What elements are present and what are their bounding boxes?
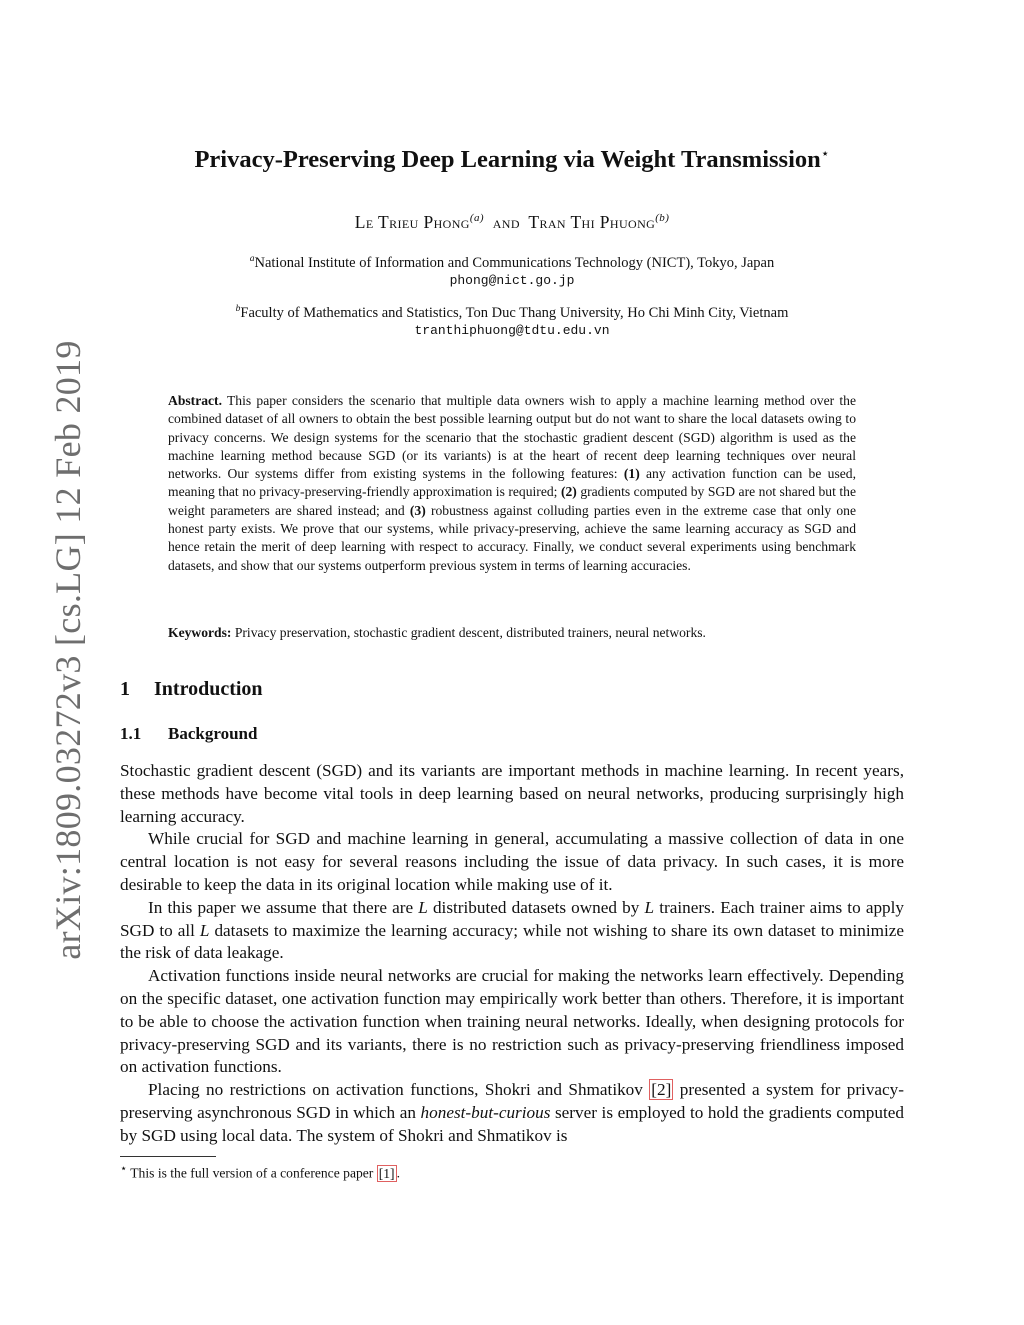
keywords-label: Keywords: [168, 625, 232, 640]
paragraph: Stochastic gradient descent (SGD) and its variants are important methods in machine learning. In recent years, these methods have become vital tools in deep learning based on neural networks, producing surprisingly high learning accuracy. [120, 761, 904, 826]
title-footnote-mark: ⋆ [820, 147, 830, 162]
section-heading: 1 Introduction [120, 678, 263, 700]
affiliation-a: $^a$National Institute of Information and Communications Technology (NICT), Tokyo, Japan phong@nict.go.jp [0, 250, 1024, 290]
affiliation-b: $^b$Faculty of Mathematics and Statistics, Ton Duc Thang University, Ho Chi Minh City, Vietnam tranthiphuong@tdtu.edu.vn [0, 300, 1024, 340]
paragraph: Placing no restrictions on activation functions, Shokri and Shmatikov [2] presented a system for privacy-preserving asynchronous SGD in which an honest-but-curious server is employed to hold the gradients computed by SGD using local data. The system of Shokri and Shmatikov is [120, 1080, 904, 1145]
email-link[interactable]: tranthiphuong@tdtu.edu.vn [414, 322, 610, 338]
citation-link[interactable]: [1] [378, 1165, 395, 1181]
keywords: Keywords: Privacy preservation, stochastic gradient descent, distributed trainers, neural networks. [168, 625, 706, 640]
paragraph: Activation functions inside neural networks are crucial for making the networks learn effectively. Depending on the specific dataset, one activation function may empirically work better than others. Therefore, it is important to be able to choose the activation function when training neural networks. Ideally, when designing protocols for privacy-preserving SGD and its variants, there is no restriction such as privacy-preserving friendliness imposed on activation functions. [120, 966, 904, 1077]
email-link[interactable]: phong@nict.go.jp [449, 272, 575, 288]
arxiv-side-stamp: arXiv:1809.03272v3 [cs.LG] 12 Feb 2019 [48, 340, 88, 960]
author-name: Le Trieu Phong [354, 212, 470, 232]
author-name: Tran Thi Phuong [528, 212, 656, 232]
subsection-heading: 1.1 Background [120, 724, 258, 743]
footnote: ⋆ This is the full version of a conference paper [1] . [120, 1163, 400, 1181]
author-joiner: and [492, 212, 520, 232]
author-line: Le Trieu Phong$^{(a)}$ and Tran Thi Phuong$^{(b)}$ [354, 212, 670, 232]
footnote-rule [120, 1156, 216, 1157]
body-text [120, 760, 904, 1148]
paragraph: While crucial for SGD and machine learning in general, accumulating a massive collection of data in one central location is not easy for several reasons including the issue of data privacy. In such cases, it is more desirable to keep the data in its original location while making use of it. [120, 829, 904, 894]
citation-link[interactable]: [2] [651, 1080, 672, 1100]
abstract: Abstract. This paper considers the scenario that multiple data owners wish to apply a machine learning method over the combined dataset of all owners to obtain the best possible learning output but do not want to share the local datasets owing to privacy concerns. We design systems for the scenario that the stochastic gradient descent (SGD) algorithm is used as the machine learning method because SGD (or its variants) is at the heart of recent deep learning techniques over neural networks. Our systems differ from existing systems in the following features: (1) any activation function can be used, meaning that no privacy-preserving-friendly approximation is required; (2) gradients computed by SGD are not shared but the weight parameters are shared instead; and (3) robustness against colluding parties even in the extreme case that only one honest party exists. We prove that our systems, while privacy-preserving, achieve the same learning accuracy as SGD and hence retain the merit of deep learning with respect to accuracy. Finally, we conduct several experiments using benchmark datasets, and show that our systems outperform previous system in terms of learning accuracies. [168, 393, 856, 573]
paper-title: Privacy-Preserving Deep Learning via Weight Transmission⋆ [194, 146, 830, 174]
paragraph: In this paper we assume that there are L distributed datasets owned by L trainers. Each trainer aims to apply SGD to all L datasets to maximize the learning accuracy; while not wishing to share its own dataset to minimize the risk of data leakage. [120, 897, 904, 963]
abstract-label: Abstract. [168, 393, 222, 408]
